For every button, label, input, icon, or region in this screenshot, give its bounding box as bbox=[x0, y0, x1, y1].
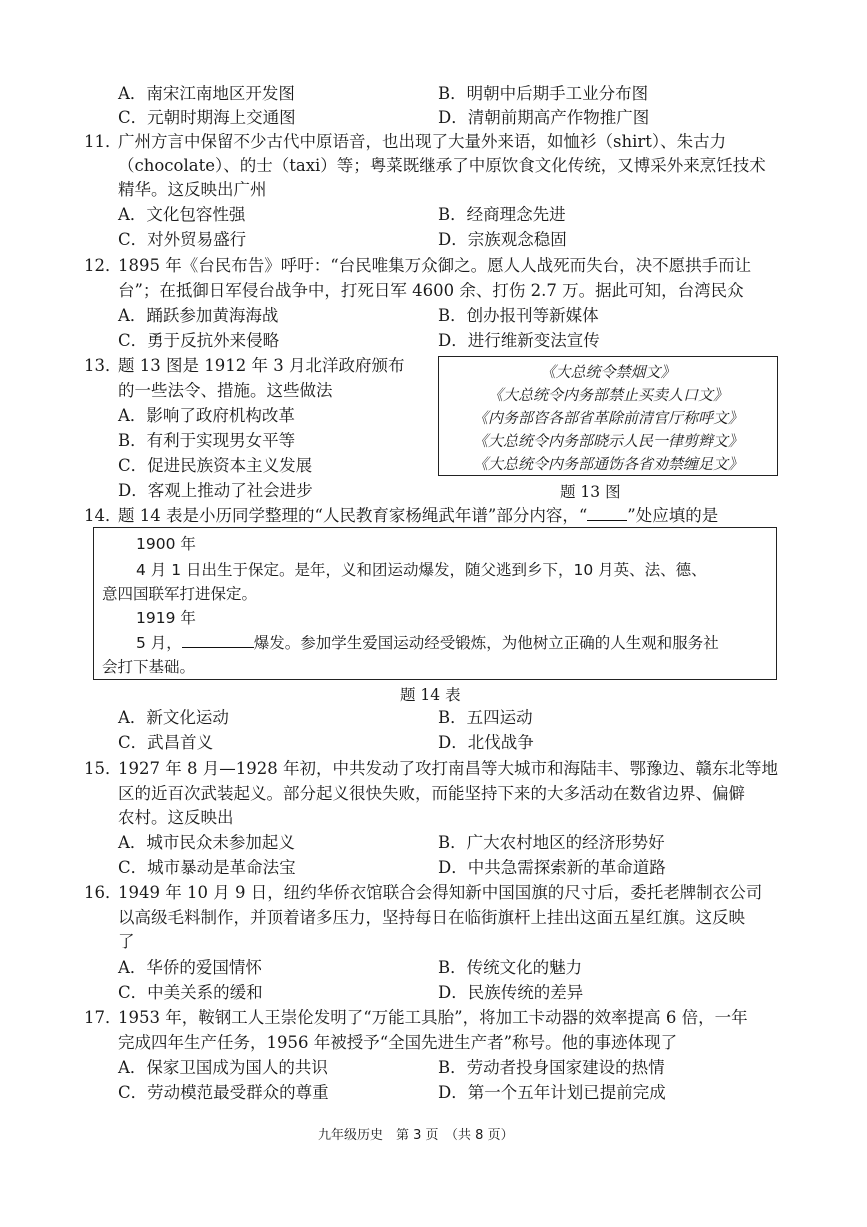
q16-option-b: B．传统文化的魅力 bbox=[438, 958, 583, 977]
q12-stem-line2: 台”；在抵御日军侵台战争中，打死日军 4600 余、打伤 2.7 万。据此可知，台湾民众 bbox=[118, 281, 744, 300]
q11-stem-line3: 精华。这反映出广州 bbox=[118, 180, 267, 199]
q14-option-a: A．新文化运动 bbox=[118, 708, 229, 727]
q14-stem-pre: 题 14 表是小历同学整理的“人民教育家杨绳武年谱”部分内容，“ bbox=[118, 506, 588, 525]
q13-figure-box bbox=[438, 356, 778, 476]
q10-option-b: B．明朝中后期手工业分布图 bbox=[438, 84, 649, 103]
q14-table-blank bbox=[182, 633, 254, 648]
q17-number: 17． bbox=[84, 1008, 122, 1027]
q14-stem bbox=[118, 504, 718, 528]
q13-figure-line-1: 《大总统令禁烟文》 bbox=[540, 363, 676, 381]
q11-option-c: C．对外贸易盛行 bbox=[118, 230, 247, 249]
q13-figure-line-5: 《大总统令内务部通饬各省劝禁缠足文》 bbox=[472, 455, 743, 473]
q14-table-caption: 题 14 表 bbox=[400, 686, 461, 704]
q13-figure-line-2: 《大总统令内务部禁止买卖人口文》 bbox=[487, 386, 728, 404]
q14-option-c: C．武昌首义 bbox=[118, 733, 214, 752]
q17-option-a: A．保家卫国成为国人的共识 bbox=[118, 1058, 328, 1077]
q14-table-box bbox=[93, 527, 777, 680]
q16-stem-line2: 以高级毛料制作，并顶着诸多压力，坚持每日在临街旗杆上挂出这面五星红旗。这反映 bbox=[118, 908, 745, 927]
q17-stem-line2: 完成四年生产任务，1956 年被授予“全国先进生产者”称号。他的事迹体现了 bbox=[118, 1033, 678, 1052]
q13-stem-line1: 题 13 图是 1912 年 3 月北洋政府颁布 bbox=[118, 356, 405, 375]
q14-table-text2b: 会打下基础。 bbox=[102, 658, 196, 676]
q17-option-d: D．第一个五年计划已提前完成 bbox=[438, 1083, 666, 1102]
q16-option-c: C．中美关系的缓和 bbox=[118, 983, 263, 1002]
q14-option-d: D．北伐战争 bbox=[438, 733, 534, 752]
q14-number: 14． bbox=[84, 506, 122, 525]
q14-stem-post: ”处应填的是 bbox=[627, 506, 719, 525]
q13-figure-line-3: 《内务部咨各部省革除前清官厅称呼文》 bbox=[472, 409, 743, 427]
q14-option-b: B．五四运动 bbox=[438, 708, 533, 727]
q14-table-text1b: 意四国联军打进保定。 bbox=[102, 585, 258, 603]
q14-table-text1a: 4 月 1 日出生于保定。是年，义和团运动爆发，随父逃到乡下，10 月英、法、德、 bbox=[136, 561, 707, 579]
q13-stem-line2: 的一些法令、措施。这些做法 bbox=[118, 381, 333, 400]
q13-option-a: A．影响了政府机构改革 bbox=[118, 406, 295, 425]
q10-option-a: A．南宋江南地区开发图 bbox=[118, 84, 295, 103]
q11-stem-line1: 广州方言中保留不少古代中原语音，也出现了大量外来语，如恤衫（shirt）、朱古力 bbox=[118, 132, 727, 151]
q10-option-c: C．元朝时期海上交通图 bbox=[118, 108, 296, 127]
q13-number: 13． bbox=[84, 356, 122, 375]
q14-table-year2: 1919 年 bbox=[136, 609, 196, 627]
q15-stem-line2: 区的近百次武装起义。部分起义很快失败，而能坚持下来的大多活动在数省边界、偏僻 bbox=[118, 784, 745, 803]
q12-number: 12． bbox=[84, 256, 122, 275]
q15-number: 15． bbox=[84, 759, 122, 778]
q15-option-b: B．广大农村地区的经济形势好 bbox=[438, 833, 665, 852]
q16-stem-line3: 了 bbox=[118, 932, 135, 951]
q17-option-b: B．劳动者投身国家建设的热情 bbox=[438, 1058, 665, 1077]
q14-table-year1: 1900 年 bbox=[136, 535, 196, 553]
q14-stem-blank bbox=[587, 506, 627, 521]
q12-option-c: C．勇于反抗外来侵略 bbox=[118, 331, 280, 350]
q16-stem-line1: 1949 年 10 月 9 日，纽约华侨衣馆联合会得知新中国国旗的尺寸后，委托老牌制衣公司 bbox=[118, 883, 763, 902]
q16-option-d: D．民族传统的差异 bbox=[438, 983, 584, 1002]
q16-option-a: A．华侨的爱国情怀 bbox=[118, 958, 262, 977]
q15-option-a: A．城市民众未参加起义 bbox=[118, 833, 295, 852]
q11-option-b: B．经商理念先进 bbox=[438, 205, 566, 224]
q11-number: 11． bbox=[84, 132, 122, 151]
q13-figure-caption: 题 13 图 bbox=[560, 483, 621, 501]
q15-stem-line1: 1927 年 8 月—1928 年初，中共发动了攻打南昌等大城市和海陆丰、鄂豫边、赣东北等地 bbox=[118, 759, 778, 778]
page-footer: 九年级历史 第 3 页 （共 8 页） bbox=[318, 1128, 514, 1143]
q15-option-c: C．城市暴动是革命法宝 bbox=[118, 858, 296, 877]
q12-stem-line1: 1895 年《台民布告》呼吁：“台民唯集万众御之。愿人人战死而失台，决不愿拱手而让 bbox=[118, 256, 752, 275]
q13-figure-line-4: 《大总统令内务部晓示人民一律剪辫文》 bbox=[472, 432, 743, 450]
q14-table-text2a-post: 爆发。参加学生爱国运动经受锻炼，为他树立正确的人生观和服务社 bbox=[253, 634, 719, 652]
q10-option-d: D．清朝前期高产作物推广图 bbox=[438, 108, 650, 127]
q12-option-b: B．创办报刊等新媒体 bbox=[438, 306, 599, 325]
q13-option-b: B．有利于实现男女平等 bbox=[118, 431, 296, 450]
q15-stem-line3: 农村。这反映出 bbox=[118, 808, 234, 827]
q11-stem-line2: （chocolate）、的士（taxi）等；粤菜既继承了中原饮食文化传统，又博采外来烹饪技术 bbox=[118, 156, 766, 175]
q17-option-c: C．劳动模范最受群众的尊重 bbox=[118, 1083, 329, 1102]
q15-option-d: D．中共急需探索新的革命道路 bbox=[438, 858, 666, 877]
q11-option-d: D．宗族观念稳固 bbox=[438, 230, 567, 249]
q12-option-d: D．进行维新变法宣传 bbox=[438, 331, 600, 350]
q14-table-text2a-pre: 5 月， bbox=[136, 634, 182, 652]
q14-table-text2a bbox=[136, 631, 719, 653]
q16-number: 16． bbox=[84, 883, 122, 902]
q13-option-c: C．促进民族资本主义发展 bbox=[118, 456, 313, 475]
q11-option-a: A．文化包容性强 bbox=[118, 205, 246, 224]
q13-option-d: D．客观上推动了社会进步 bbox=[118, 481, 313, 500]
q12-option-a: A．踊跃参加黄海海战 bbox=[118, 306, 279, 325]
q17-stem-line1: 1953 年，鞍钢工人王崇伦发明了“万能工具胎”，将加工卡动器的效率提高 6 倍，一年 bbox=[118, 1008, 748, 1027]
